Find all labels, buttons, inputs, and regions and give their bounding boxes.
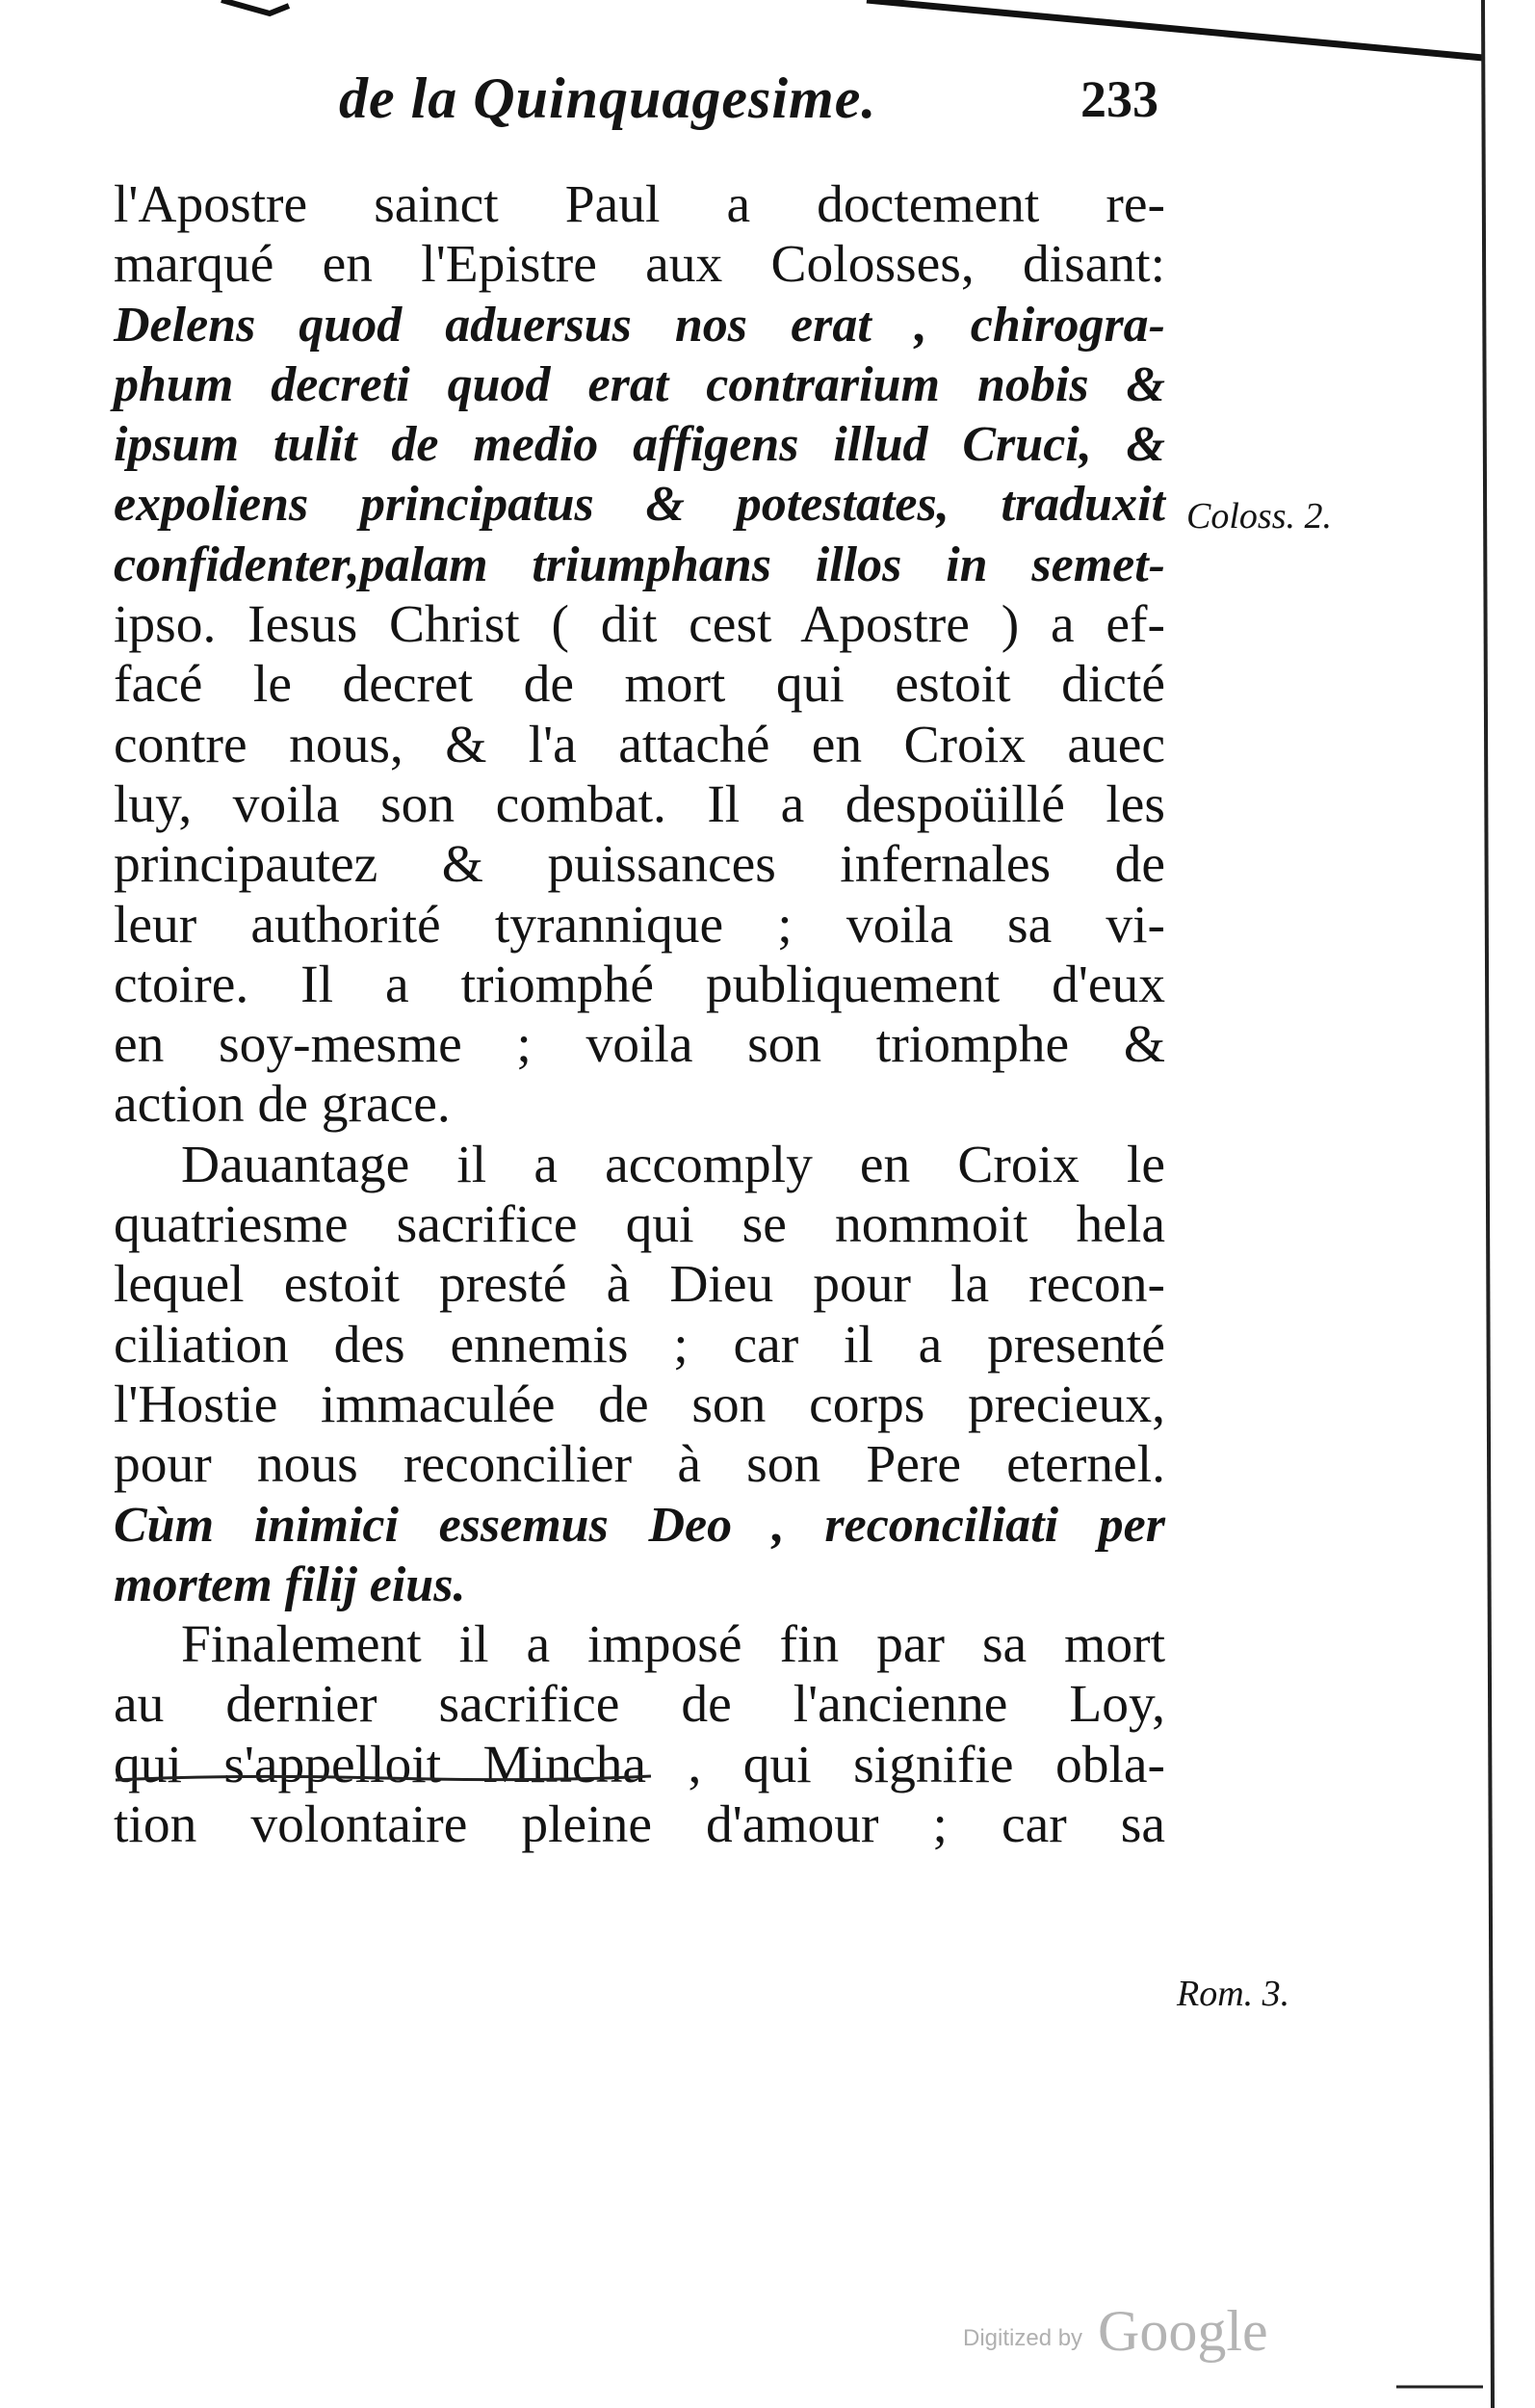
text-line: en soy-mesme ; voila son triomphe & xyxy=(114,1015,1165,1075)
text-line: tion volontaire pleine d'amour ; car sa xyxy=(114,1795,1165,1855)
handwritten-underline xyxy=(114,1770,653,1799)
text-line: marqué en l'Epistre aux Colosses, disant: xyxy=(114,235,1165,295)
watermark-brand: Google xyxy=(1098,2299,1268,2363)
digitized-watermark xyxy=(963,2298,1290,2366)
main-text xyxy=(114,175,1165,1855)
text-line: quatriesme sacrifice qui se nommoit hela xyxy=(114,1195,1165,1255)
text-line: Delens quod aduersus nos erat , chirogra- xyxy=(114,297,1165,353)
text-line: ciliation des ennemis ; car il a presenté xyxy=(114,1315,1165,1374)
watermark-prefix: Digitized by xyxy=(963,2325,1083,2351)
page-number: 233 xyxy=(1080,70,1158,128)
text-line: qui s'appelloit Mincha , qui signifie obla- xyxy=(114,1735,1165,1794)
text-line: mortem filij eius. xyxy=(114,1557,466,1612)
text-line: lequel estoit presté à Dieu pour la recon- xyxy=(114,1255,1165,1315)
text-line: ipso. Iesus Christ ( dit cest Apostre ) a ef- xyxy=(114,595,1165,655)
text-line: ipsum tulit de medio affigens illud Cruci, & xyxy=(114,417,1165,473)
text-line: leur authorité tyrannique ; voila sa vi- xyxy=(114,895,1165,955)
text-line: l'Apostre sainct Paul a doctement re- xyxy=(114,175,1165,234)
text-line: luy, voila son combat. Il a despoüillé les xyxy=(114,774,1165,834)
text-line: l'Hostie immaculée de son corps precieux, xyxy=(114,1374,1165,1434)
text-line: Cùm inimici essemus Deo , reconciliati per xyxy=(114,1497,1165,1553)
text-line: Dauantage il a accomply en Croix le xyxy=(181,1135,1165,1194)
running-header xyxy=(300,65,1167,152)
text-line: phum decreti quod erat contrarium nobis & xyxy=(114,356,1165,412)
text-line: Finalement il a imposé fin par sa mort xyxy=(181,1615,1165,1675)
text-line: facé le decret de mort qui estoit dicté xyxy=(114,655,1165,715)
text-line: pour nous reconcilier à son Pere eternel. xyxy=(114,1435,1165,1495)
text-line: confidenter,palam triumphans illos in semet- xyxy=(114,537,1165,592)
margin-note-coloss: Coloss. 2. xyxy=(1186,496,1332,537)
margin-note-rom: Rom. 3. xyxy=(1177,1974,1290,2014)
text-line: contre nous, & l'a attaché en Croix auec xyxy=(114,715,1165,774)
text-line: ctoire. Il a triomphé publiquement d'eux xyxy=(114,955,1165,1014)
text-line: action de grace. xyxy=(114,1075,451,1135)
text-line: principautez & puissances infernales de xyxy=(114,835,1165,895)
text-line: expoliens principatus & potestates, traduxit xyxy=(114,477,1165,533)
running-title: de la Quinquagesime. xyxy=(339,66,877,130)
text-line: au dernier sacrifice de l'ancienne Loy, xyxy=(114,1675,1165,1735)
